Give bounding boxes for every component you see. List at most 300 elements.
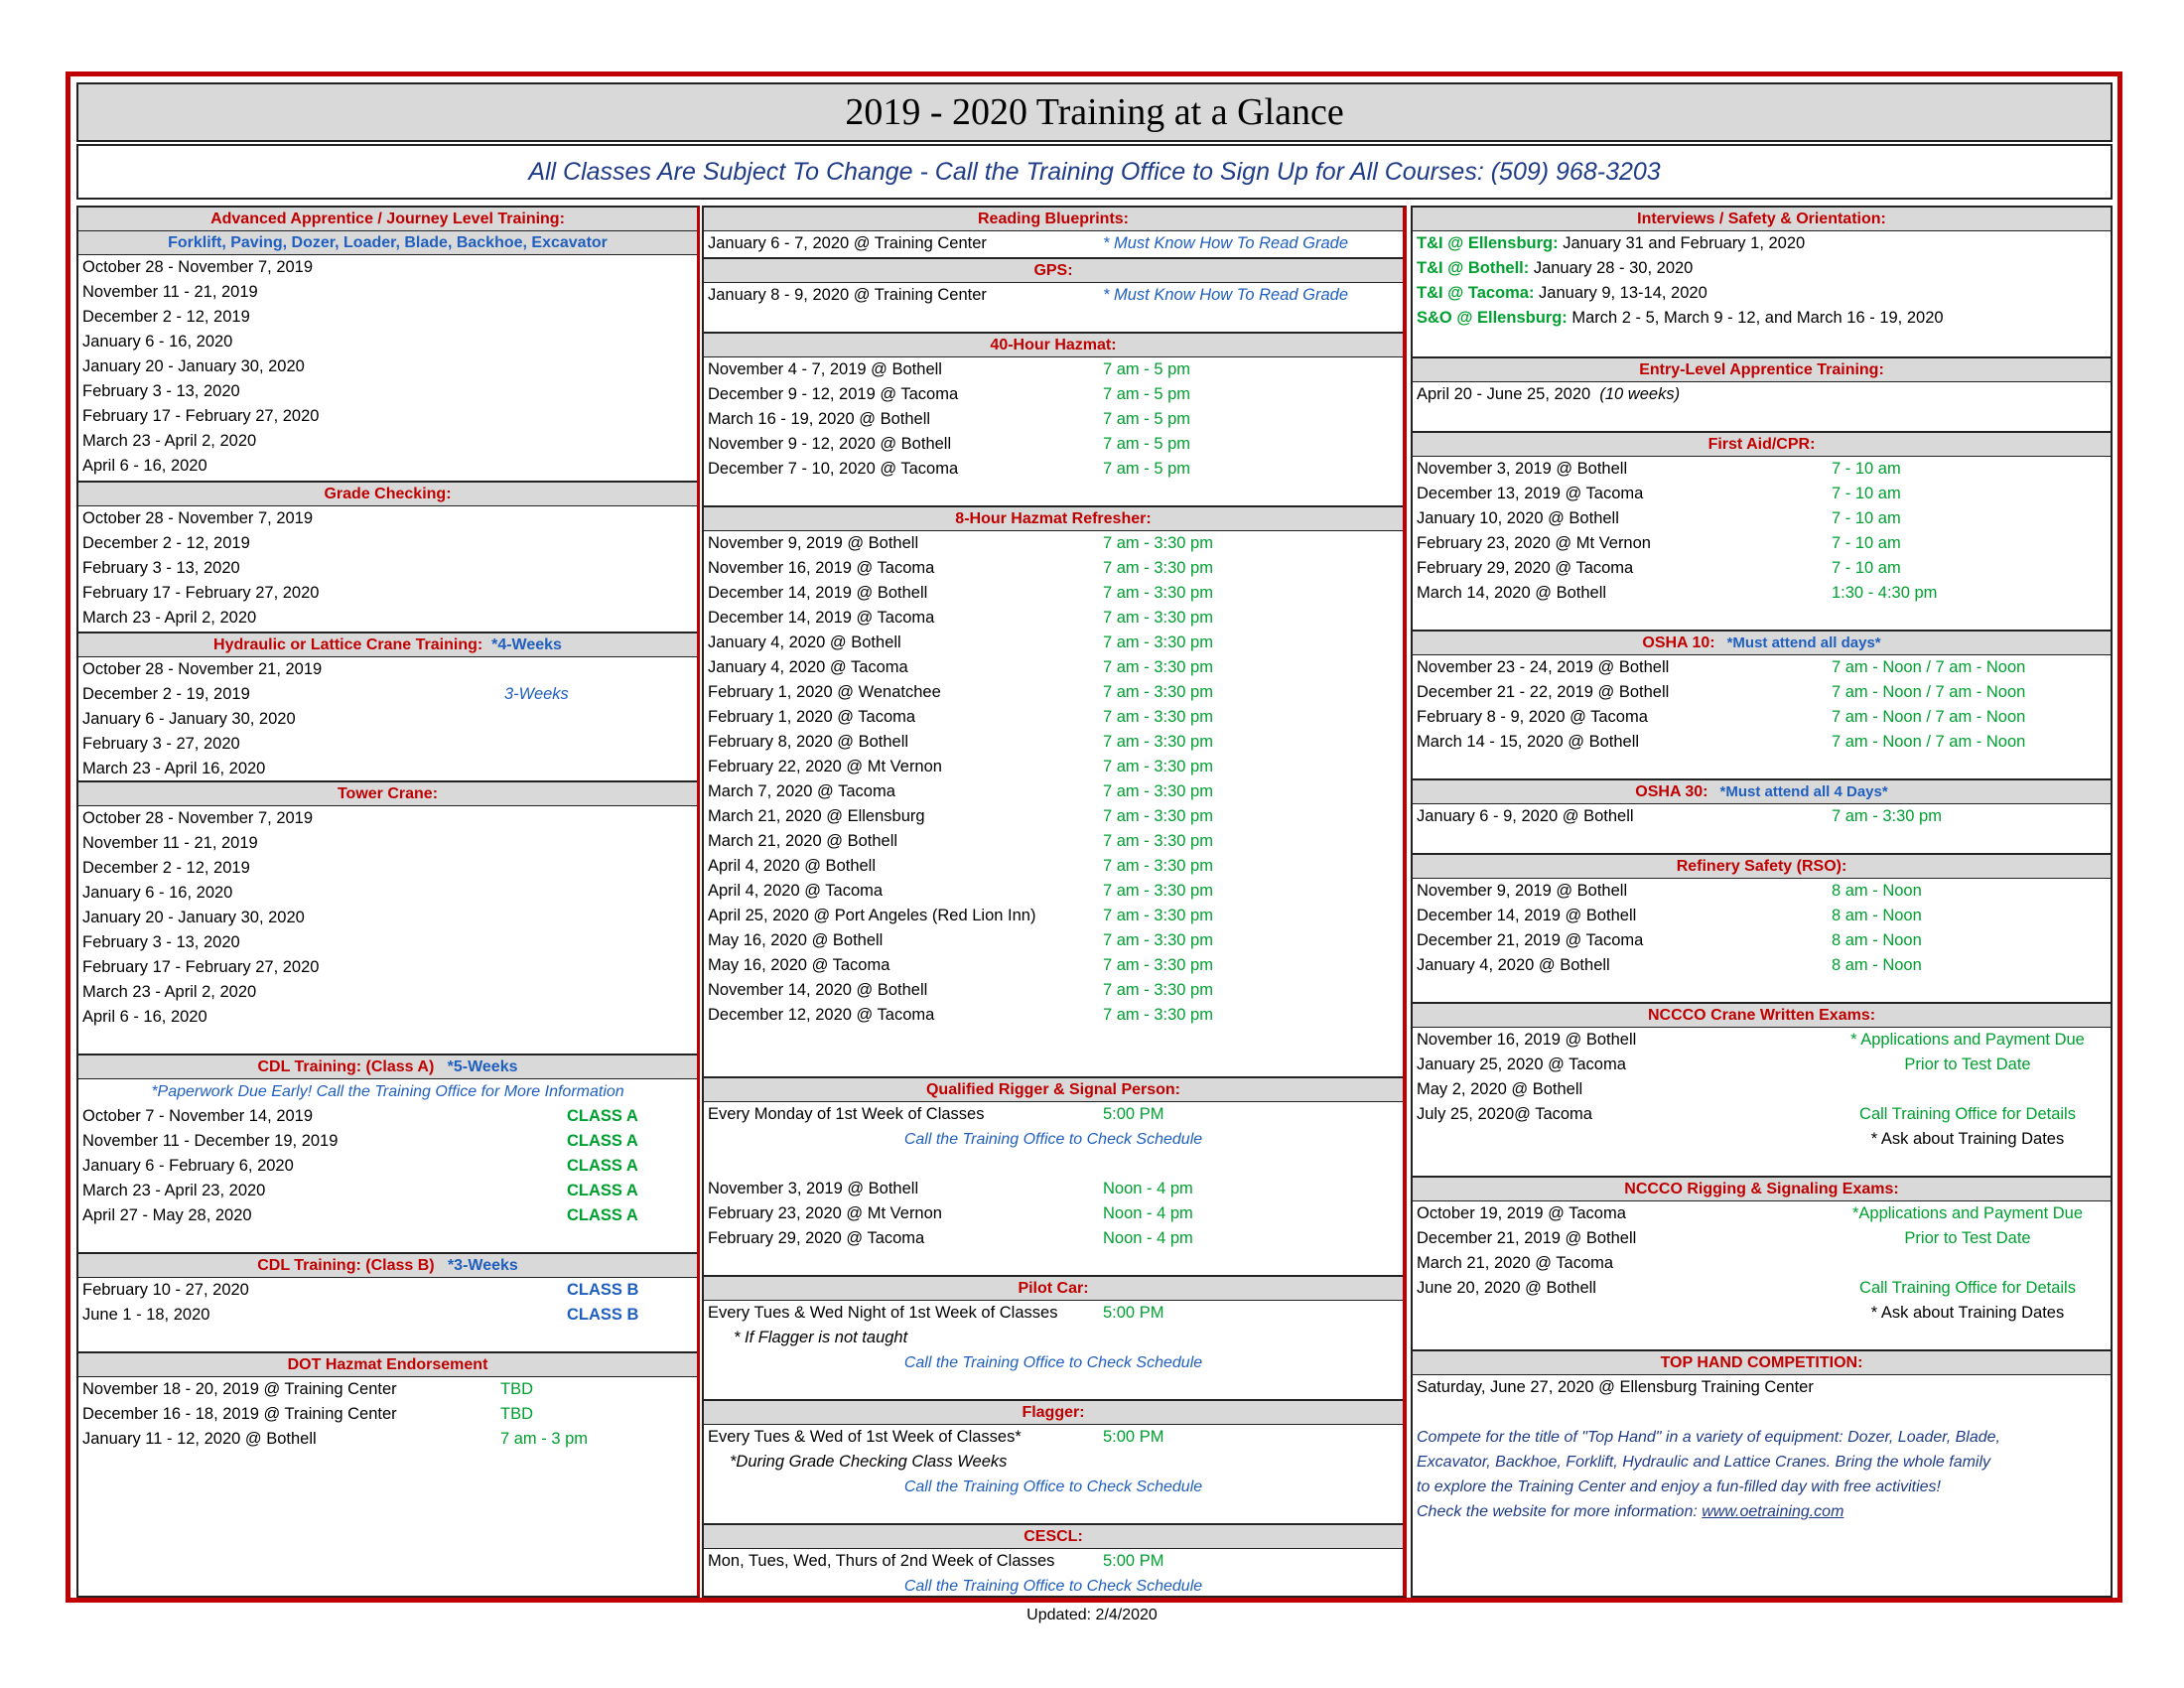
- section-subheader: Forklift, Paving, Dozer, Loader, Blade, Backhoe, Excavator: [78, 231, 697, 255]
- schedule-row: [1413, 1102, 2111, 1127]
- row-date: March 23 - April 23, 2020: [82, 1182, 266, 1199]
- row-date: December 14, 2019 @ Bothell: [708, 584, 928, 602]
- section-gps: [704, 257, 1403, 308]
- schedule-row: [704, 283, 1403, 308]
- section-header: GPS:: [704, 257, 1403, 283]
- row-text: January 31 and February 1, 2020: [1558, 234, 1806, 252]
- row-date: May 16, 2020 @ Bothell: [708, 931, 884, 949]
- schedule-row: [704, 457, 1403, 482]
- row-date: June 1 - 18, 2020: [82, 1306, 210, 1324]
- row-date: February 8 - 9, 2020 @ Tacoma: [1417, 708, 1648, 726]
- schedule-row: [704, 1301, 1403, 1326]
- description-line: Excavator, Backhoe, Forklift, Hydraulic and Lattice Cranes. Bring the whole family: [1417, 1454, 1991, 1471]
- schedule-row: [704, 1549, 1403, 1574]
- schedule-row: [1413, 457, 2111, 482]
- schedule-row: [78, 581, 697, 606]
- schedule-row: [78, 1427, 697, 1452]
- row-date: May 16, 2020 @ Tacoma: [708, 956, 890, 974]
- schedule-row: [704, 655, 1403, 680]
- row-time: 7 am - 5 pm: [1103, 385, 1191, 403]
- section-header: [1413, 778, 2111, 804]
- row-note: Prior to Test Date: [1904, 1229, 2031, 1247]
- row-date: February 10 - 27, 2020: [82, 1281, 249, 1299]
- row-date: April 4, 2020 @ Tacoma: [708, 882, 884, 900]
- row-date: January 4, 2020 @ Tacoma: [708, 658, 908, 676]
- row-date: February 3 - 13, 2020: [82, 933, 240, 951]
- schedule-row: [78, 955, 697, 980]
- row-class: CLASS A: [567, 1206, 638, 1224]
- schedule-row: [78, 1104, 697, 1129]
- schedule-row: [1413, 231, 2111, 256]
- section-header: [78, 1054, 697, 1079]
- row-date: January 20 - January 30, 2020: [82, 357, 305, 375]
- schedule-row: [1413, 1028, 2111, 1053]
- schedule-row: [704, 1102, 1403, 1127]
- row-class: CLASS B: [567, 1281, 639, 1299]
- row-time: 7 am - 3:30 pm: [1103, 857, 1213, 875]
- schedule-row: [704, 705, 1403, 730]
- row-date: November 11 - 21, 2019: [82, 283, 258, 301]
- row-date: November 9, 2019 @ Bothell: [708, 534, 919, 552]
- row-time: 7 am - 3:30 pm: [1103, 609, 1213, 627]
- section-interviews-safety: [1413, 208, 2111, 331]
- page-title: 2019 - 2020 Training at a Glance: [76, 82, 2113, 142]
- row-time: 7 am - 5 pm: [1103, 460, 1191, 478]
- row-note: * Applications and Payment Due: [1850, 1031, 2085, 1049]
- row-time: 7 am - Noon / 7 am - Noon: [1832, 658, 2026, 676]
- section-subnote: * If Flagger is not taught: [734, 1329, 908, 1346]
- row-date: January 6 - February 6, 2020: [82, 1157, 294, 1175]
- updated-date: Updated: 2/4/2020: [1026, 1607, 1158, 1623]
- section-header-text: OSHA 30:: [1635, 783, 1708, 800]
- schedule-row: [78, 757, 697, 781]
- row-time: 7 am - 3:30 pm: [1103, 956, 1213, 974]
- section-header: Reading Blueprints:: [704, 208, 1403, 231]
- row-time: 7 am - 3:30 pm: [1103, 584, 1213, 602]
- section-header: 40-Hour Hazmat:: [704, 332, 1403, 357]
- section-header-note: *Must attend all 4 Days*: [1719, 783, 1888, 800]
- section-top-hand: [1413, 1349, 2111, 1524]
- row-date: December 14, 2019 @ Bothell: [1417, 907, 1637, 924]
- schedule-row: [78, 606, 697, 631]
- section-header: Pilot Car:: [704, 1275, 1403, 1301]
- row-time: 7 am - 3:30 pm: [1103, 683, 1213, 701]
- row-time: 7 am - 3:30 pm: [1103, 981, 1213, 999]
- schedule-row: [1413, 281, 2111, 306]
- section-header: Flagger:: [704, 1399, 1403, 1425]
- row-date: May 2, 2020 @ Bothell: [1417, 1080, 1583, 1098]
- section-flagger: [704, 1399, 1403, 1499]
- section-header: DOT Hazmat Endorsement: [78, 1351, 697, 1377]
- schedule-row: [78, 255, 697, 280]
- section-cdl-class-b: [78, 1252, 697, 1328]
- schedule-row: [78, 506, 697, 531]
- row-time: 7 am - 3:30 pm: [1103, 1006, 1213, 1024]
- schedule-row: [704, 829, 1403, 854]
- schedule-row: [78, 906, 697, 930]
- section-header-text: OSHA 10:: [1642, 634, 1715, 651]
- row-time: 7 am - 3:30 pm: [1103, 807, 1213, 825]
- schedule-row: [1413, 705, 2111, 730]
- row-date: December 2 - 12, 2019: [82, 308, 250, 326]
- schedule-row: [704, 382, 1403, 407]
- section-entry-level: [1413, 356, 2111, 407]
- row-class: CLASS A: [567, 1132, 638, 1150]
- column-right: [1411, 206, 2113, 1598]
- row-time: 7 am - Noon / 7 am - Noon: [1832, 683, 2026, 701]
- row-note: Call Training Office for Details: [1859, 1279, 2076, 1297]
- section-nccco-written: [1413, 1002, 2111, 1152]
- schedule-row: [704, 804, 1403, 829]
- schedule-row: [1413, 506, 2111, 531]
- column-left: [76, 206, 700, 1598]
- row-date: December 9 - 12, 2019 @ Tacoma: [708, 385, 959, 403]
- section-note: Call the Training Office to Check Schedule: [903, 1354, 1203, 1371]
- row-date: October 28 - November 7, 2019: [82, 258, 314, 276]
- schedule-row: [1413, 1077, 2111, 1102]
- schedule-row: [704, 432, 1403, 457]
- schedule-row: [78, 330, 697, 354]
- row-time: 7 am - 3:30 pm: [1103, 559, 1213, 577]
- row-time: 7 - 10 am: [1832, 485, 1901, 502]
- row-date: November 3, 2019 @ Bothell: [1417, 460, 1628, 478]
- schedule-row: [78, 379, 697, 404]
- row-date: February 17 - February 27, 2020: [82, 958, 320, 976]
- row-date: November 23 - 24, 2019 @ Bothell: [1417, 658, 1670, 676]
- row-date: November 11 - 21, 2019: [82, 834, 258, 852]
- row-time: 8 am - Noon: [1832, 931, 1922, 949]
- row-class: CLASS A: [567, 1107, 638, 1125]
- row-date: April 6 - 16, 2020: [82, 1008, 207, 1026]
- schedule-row: [78, 657, 697, 682]
- schedule-row: [704, 1201, 1403, 1226]
- row-date: April 6 - 16, 2020: [82, 457, 207, 475]
- row-date: November 3, 2019 @ Bothell: [708, 1180, 919, 1197]
- row-date: February 29, 2020 @ Tacoma: [708, 1229, 925, 1247]
- section-header-note: *5-Weeks: [447, 1058, 518, 1075]
- row-note: * Ask about Training Dates: [1870, 1304, 2065, 1322]
- section-cdl-class-a: [78, 1054, 697, 1228]
- schedule-row: [1413, 879, 2111, 904]
- row-date: February 3 - 13, 2020: [82, 382, 240, 400]
- schedule-row: [78, 280, 697, 305]
- row-time: 7 - 10 am: [1832, 534, 1901, 552]
- row-date: December 7 - 10, 2020 @ Tacoma: [708, 460, 959, 478]
- row-date: June 20, 2020 @ Bothell: [1417, 1279, 1596, 1297]
- section-header: Interviews / Safety & Orientation:: [1413, 208, 2111, 231]
- schedule-row: [1413, 256, 2111, 281]
- row-date: March 16 - 19, 2020 @ Bothell: [708, 410, 931, 428]
- row-label: T&I @ Tacoma:: [1417, 284, 1535, 302]
- row-date: April 25, 2020 @ Port Angeles (Red Lion Inn): [708, 907, 1036, 924]
- row-note: (10 weeks): [1599, 385, 1681, 403]
- row-note: * Must Know How To Read Grade: [1103, 286, 1349, 304]
- row-time: 5:00 PM: [1103, 1428, 1164, 1446]
- row-time: Noon - 4 pm: [1103, 1180, 1193, 1197]
- row-date: March 14, 2020 @ Bothell: [1417, 584, 1607, 602]
- section-reading-blueprints: [704, 208, 1403, 256]
- row-time: TBD: [500, 1380, 533, 1398]
- schedule-row: [78, 707, 697, 732]
- row-time: 7 am - 5 pm: [1103, 435, 1191, 453]
- row-date: November 9, 2019 @ Bothell: [1417, 882, 1628, 900]
- schedule-row: [1413, 655, 2111, 680]
- schedule-row: [704, 904, 1403, 928]
- schedule-row: [1413, 953, 2111, 978]
- schedule-row: [78, 1203, 697, 1228]
- section-header: 8-Hour Hazmat Refresher:: [704, 505, 1403, 531]
- row-date: December 2 - 19, 2019: [82, 685, 250, 703]
- row-class: CLASS B: [567, 1306, 639, 1324]
- row-date: April 4, 2020 @ Bothell: [708, 857, 877, 875]
- section-note: Call the Training Office to Check Schedule: [903, 1578, 1203, 1595]
- row-date: October 7 - November 14, 2019: [82, 1107, 314, 1125]
- row-time: 7 am - 5 pm: [1103, 410, 1191, 428]
- schedule-row: [1413, 1226, 2111, 1251]
- schedule-row: [704, 680, 1403, 705]
- schedule-row: [78, 1179, 697, 1203]
- row-date: February 1, 2020 @ Wenatchee: [708, 683, 941, 701]
- schedule-row: [704, 606, 1403, 631]
- row-time: 5:00 PM: [1103, 1304, 1164, 1322]
- schedule-row: [1413, 804, 2111, 829]
- schedule-row: [1413, 1201, 2111, 1226]
- schedule-row: [704, 631, 1403, 655]
- row-date: November 16, 2019 @ Bothell: [1417, 1031, 1637, 1049]
- column-middle: [702, 206, 1407, 1598]
- section-header-text: CDL Training: (Class A): [257, 1058, 435, 1075]
- row-date: March 7, 2020 @ Tacoma: [708, 782, 895, 800]
- schedule-row: [78, 806, 697, 831]
- row-label: S&O @ Ellensburg:: [1417, 309, 1568, 327]
- section-header: Tower Crane:: [78, 780, 697, 806]
- section-first-aid-cpr: [1413, 431, 2111, 606]
- row-time: 7 am - 3:30 pm: [1103, 758, 1213, 775]
- row-date: December 21, 2019 @ Tacoma: [1417, 931, 1644, 949]
- row-date: January 6 - 9, 2020 @ Bothell: [1417, 807, 1634, 825]
- schedule-row: [704, 357, 1403, 382]
- row-note: * Must Know How To Read Grade: [1103, 234, 1349, 252]
- section-header: [78, 1252, 697, 1278]
- schedule-row: [78, 1377, 697, 1402]
- schedule-frame: [66, 71, 2122, 1603]
- schedule-row: [704, 978, 1403, 1003]
- section-refinery-safety: [1413, 853, 2111, 978]
- row-time: 5:00 PM: [1103, 1552, 1164, 1570]
- row-date: July 25, 2020@ Tacoma: [1417, 1105, 1592, 1123]
- schedule-row: [78, 531, 697, 556]
- row-date: November 11 - December 19, 2019: [82, 1132, 339, 1150]
- schedule-row: [704, 953, 1403, 978]
- schedule-row: [704, 407, 1403, 432]
- schedule-row: [78, 404, 697, 429]
- row-note: Call Training Office for Details: [1859, 1105, 2076, 1123]
- schedule-row: [704, 1226, 1403, 1251]
- schedule-row: [1413, 928, 2111, 953]
- row-date: October 19, 2019 @ Tacoma: [1417, 1204, 1626, 1222]
- row-time: 7 am - 3:30 pm: [1103, 882, 1213, 900]
- schedule-row: [78, 556, 697, 581]
- section-header-text: Hydraulic or Lattice Crane Training:: [213, 636, 483, 653]
- row-time: 7 am - 3:30 pm: [1103, 733, 1213, 751]
- schedule-row: [1413, 1301, 2111, 1326]
- section-header: [78, 632, 697, 657]
- section-header-note: *4-Weeks: [491, 636, 562, 653]
- row-date: November 14, 2020 @ Bothell: [708, 981, 928, 999]
- section-note: Call the Training Office to Check Schedule: [903, 1131, 1203, 1148]
- section-osha-10: [1413, 630, 2111, 755]
- section-subnote: *During Grade Checking Class Weeks: [730, 1453, 1008, 1471]
- schedule-row: [1413, 482, 2111, 506]
- row-date: February 3 - 27, 2020: [82, 735, 240, 753]
- row-date: Mon, Tues, Wed, Thurs of 2nd Week of Classes: [708, 1552, 1055, 1570]
- schedule-row: [78, 930, 697, 955]
- schedule-row: [78, 1005, 697, 1030]
- row-date: February 23, 2020 @ Mt Vernon: [1417, 534, 1651, 552]
- schedule-row: [1413, 1251, 2111, 1276]
- description-line: Compete for the title of "Top Hand" in a variety of equipment: Dozer, Loader, Blade,: [1417, 1429, 2000, 1446]
- row-date: November 4 - 7, 2019 @ Bothell: [708, 360, 942, 378]
- schedule-row: [78, 732, 697, 757]
- row-date: Every Tues & Wed Night of 1st Week of Classes: [708, 1304, 1058, 1322]
- section-grade-checking: [78, 481, 697, 631]
- row-time: 7 am - 3:30 pm: [1103, 658, 1213, 676]
- row-date: January 4, 2020 @ Bothell: [1417, 956, 1610, 974]
- schedule-row: [78, 1303, 697, 1328]
- section-header: Qualified Rigger & Signal Person:: [704, 1076, 1403, 1102]
- section-header: Advanced Apprentice / Journey Level Training:: [78, 208, 697, 231]
- row-time: 7 am - 3:30 pm: [1103, 931, 1213, 949]
- event-description: [1413, 1425, 2111, 1524]
- row-time: 7 am - 5 pm: [1103, 360, 1191, 378]
- row-date: Every Tues & Wed of 1st Week of Classes*: [708, 1428, 1022, 1446]
- schedule-row: [704, 1003, 1403, 1028]
- section-header: [1413, 630, 2111, 655]
- row-time: Noon - 4 pm: [1103, 1229, 1193, 1247]
- row-time: 7 am - 3:30 pm: [1103, 633, 1213, 651]
- schedule-row: [704, 1177, 1403, 1201]
- schedule-row: [704, 755, 1403, 779]
- row-date: March 21, 2020 @ Bothell: [708, 832, 898, 850]
- row-note: 3-Weeks: [504, 685, 569, 703]
- schedule-row: [704, 581, 1403, 606]
- row-date: March 23 - April 2, 2020: [82, 609, 257, 627]
- row-label: T&I @ Ellensburg:: [1417, 234, 1559, 252]
- schedule-row: [704, 231, 1403, 256]
- row-text: January 9, 13-14, 2020: [1534, 284, 1707, 302]
- schedule-row: [1413, 730, 2111, 755]
- row-time: 7 am - 3:30 pm: [1103, 782, 1213, 800]
- row-date: January 25, 2020 @ Tacoma: [1417, 1055, 1626, 1073]
- section-header-note: *3-Weeks: [447, 1257, 518, 1274]
- row-date: October 28 - November 21, 2019: [82, 660, 323, 678]
- section-header: Entry-Level Apprentice Training:: [1413, 356, 2111, 382]
- row-text: March 2 - 5, March 9 - 12, and March 16 - 19, 2020: [1567, 309, 1944, 327]
- schedule-row: [1413, 531, 2111, 556]
- section-header-text: CDL Training: (Class B): [257, 1257, 435, 1274]
- section-header: CESCL:: [704, 1523, 1403, 1549]
- row-time: 7 - 10 am: [1832, 509, 1901, 527]
- schedule-row: [704, 854, 1403, 879]
- row-class: CLASS A: [567, 1157, 638, 1175]
- row-date: March 21, 2020 @ Ellensburg: [708, 807, 925, 825]
- section-hydraulic-crane: [78, 632, 697, 781]
- row-date: December 21, 2019 @ Bothell: [1417, 1229, 1637, 1247]
- page-subtitle: All Classes Are Subject To Change - Call the Training Office to Sign Up for All Courses: (509) 968-3203: [76, 144, 2113, 200]
- row-date: February 23, 2020 @ Mt Vernon: [708, 1204, 942, 1222]
- schedule-row: [78, 1278, 697, 1303]
- row-date: November 18 - 20, 2019 @ Training Center: [82, 1380, 397, 1398]
- check-website-text: Check the website for more information:: [1417, 1503, 1703, 1520]
- row-text: January 28 - 30, 2020: [1529, 259, 1694, 277]
- row-date: January 11 - 12, 2020 @ Bothell: [82, 1430, 317, 1448]
- section-nccco-rigging: [1413, 1176, 2111, 1326]
- spacer-row: [1413, 1400, 2111, 1425]
- row-date: December 14, 2019 @ Tacoma: [708, 609, 935, 627]
- row-date: January 6 - 16, 2020: [82, 333, 233, 351]
- schedule-row: [704, 556, 1403, 581]
- row-time: 7 - 10 am: [1832, 460, 1901, 478]
- row-date: January 10, 2020 @ Bothell: [1417, 509, 1619, 527]
- section-pilot-car: [704, 1275, 1403, 1375]
- row-time: 7 am - Noon / 7 am - Noon: [1832, 708, 2026, 726]
- row-date: December 2 - 12, 2019: [82, 859, 250, 877]
- row-note: * Ask about Training Dates: [1870, 1130, 2065, 1148]
- row-time: 5:00 PM: [1103, 1105, 1164, 1123]
- row-date: April 20 - June 25, 2020: [1417, 385, 1591, 403]
- row-time: 7 am - 3:30 pm: [1832, 807, 1942, 825]
- section-header: Refinery Safety (RSO):: [1413, 853, 2111, 879]
- schedule-row: [704, 531, 1403, 556]
- schedule-row: [78, 1129, 697, 1154]
- row-date: February 22, 2020 @ Mt Vernon: [708, 758, 942, 775]
- row-date: January 6 - January 30, 2020: [82, 710, 296, 728]
- row-date: February 17 - February 27, 2020: [82, 407, 320, 425]
- section-header: Grade Checking:: [78, 481, 697, 506]
- schedule-row: [704, 730, 1403, 755]
- row-time: 7 am - 3:30 pm: [1103, 832, 1213, 850]
- row-time: 7 am - 3:30 pm: [1103, 907, 1213, 924]
- row-date: March 23 - April 2, 2020: [82, 983, 257, 1001]
- section-header: TOP HAND COMPETITION:: [1413, 1349, 2111, 1375]
- row-time: 1:30 - 4:30 pm: [1832, 584, 1938, 602]
- row-time: 7 am - 3:30 pm: [1103, 708, 1213, 726]
- schedule-row: [704, 779, 1403, 804]
- website-link[interactable]: www.oetraining.com: [1702, 1503, 1844, 1520]
- row-date: December 16 - 18, 2019 @ Training Center: [82, 1405, 397, 1423]
- row-date: February 8, 2020 @ Bothell: [708, 733, 909, 751]
- schedule-row: [78, 682, 697, 707]
- row-date: December 13, 2019 @ Tacoma: [1417, 485, 1644, 502]
- row-time: 7 am - Noon / 7 am - Noon: [1832, 733, 2026, 751]
- row-date: January 4, 2020 @ Bothell: [708, 633, 901, 651]
- row-time: 7 am - 3:30 pm: [1103, 534, 1213, 552]
- row-date: January 6 - 7, 2020 @ Training Center: [708, 234, 987, 252]
- row-date: November 16, 2019 @ Tacoma: [708, 559, 935, 577]
- spacer-row: [704, 1152, 1403, 1177]
- section-header: NCCCO Crane Written Exams:: [1413, 1002, 2111, 1028]
- schedule-row: [78, 305, 697, 330]
- schedule-row: [78, 881, 697, 906]
- schedule-row: [1413, 1276, 2111, 1301]
- row-date: January 20 - January 30, 2020: [82, 909, 305, 926]
- row-time: 7 - 10 am: [1832, 559, 1901, 577]
- row-date: February 1, 2020 @ Tacoma: [708, 708, 916, 726]
- section-note: Call the Training Office to Check Schedule: [903, 1478, 1203, 1495]
- section-header-note: *Must attend all days*: [1726, 634, 1881, 651]
- row-time: Noon - 4 pm: [1103, 1204, 1193, 1222]
- row-date: Every Monday of 1st Week of Classes: [708, 1105, 985, 1123]
